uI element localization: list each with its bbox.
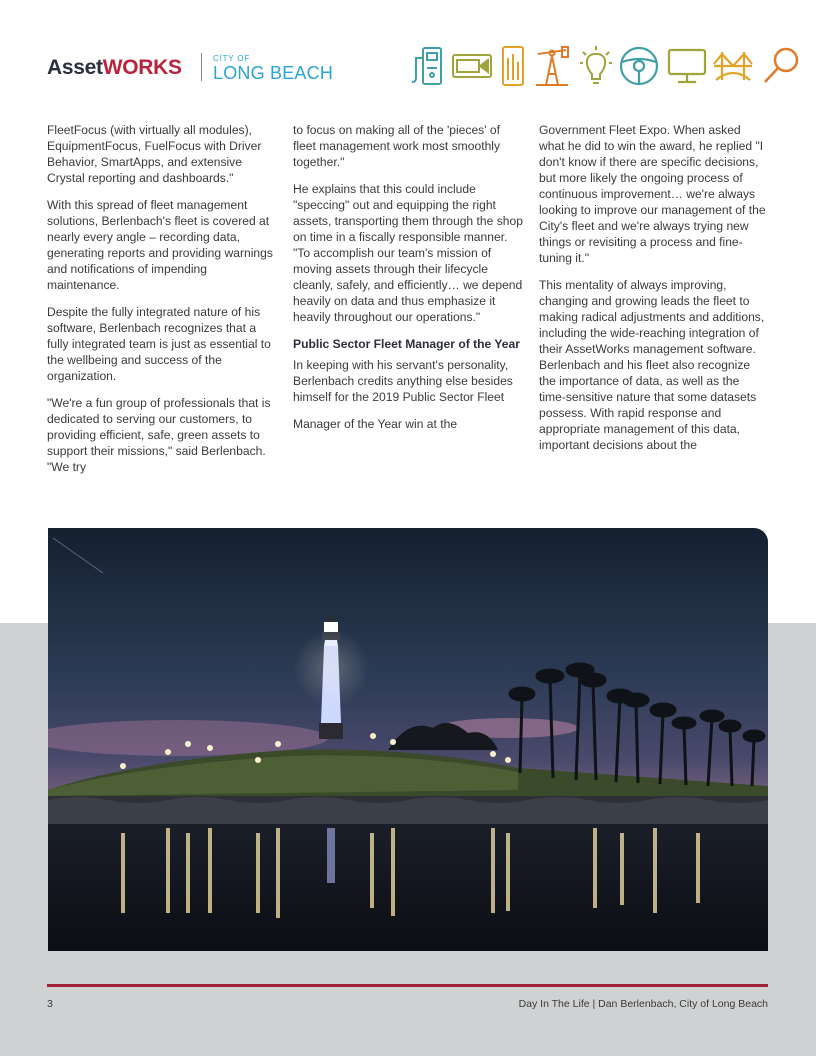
lighthouse-photo [48, 528, 768, 951]
paragraph: Despite the fully integrated nature of his software, Berlenbach recognizes that a fully integrated team is just as essential to the wellbeing and success of the organization. [47, 305, 271, 383]
fuel-pump-icon [406, 44, 446, 88]
paragraph: FleetFocus (with virtually all modules), EquipmentFocus, FuelFocus with Driver Behavior, SmartApps, and extensive Crystal reporting and dashboards." [47, 123, 262, 185]
text-column-1 [47, 122, 277, 486]
paragraph: "We're a fun group of professionals that is dedicated to serving our customers, to providing efficient, safe, green assets to support their missions," said Berlenbach. "We try [47, 396, 271, 474]
paragraph: This mentality of always improving, changing and growing leads the fleet to making radical adjustments and additions, including the wide-reaching integration of their AssetWorks management software. Berlenbach and his fleet also recognize the importance of data, as well as the time-sensitive nature that some datasets possess. With rapid response and appropriate management of this data, important decisions about the [539, 278, 765, 452]
paragraph: Manager of the Year win at the [293, 417, 458, 431]
section-subheading: Public Sector Fleet Manager of the Year [293, 337, 520, 351]
paragraph: to focus on making all of the 'pieces' of fleet management work most smoothly together." [293, 123, 501, 169]
lightbulb-icon [578, 44, 614, 88]
lighthouse-night-scene [48, 528, 768, 951]
text-column-3 [539, 122, 769, 464]
city-of-long-beach-logo [213, 54, 333, 83]
assetworks-logo: AssetWORKS [47, 56, 182, 79]
page-number: 3 [47, 998, 53, 1010]
footer-caption: Day In The Life | Dan Berlenbach, City of Long Beach [518, 998, 768, 1010]
building-icon [498, 44, 528, 88]
steering-wheel-icon [618, 44, 660, 88]
footer-rule [47, 984, 768, 987]
magnifier-icon [760, 44, 802, 88]
logo-city-big: LONG BEACH [213, 63, 334, 83]
bridge-icon [712, 44, 754, 88]
paragraph: In keeping with his servant's personality, Berlenbach credits anything else besides himself for the 2019 Public Sector Fleet [293, 358, 513, 404]
logo-divider [201, 53, 202, 81]
paragraph: Government Fleet Expo. When asked what he did to win the award, he replied "I don't know if there are specific decisions, but more likely the ongoing process of continuous improvement… we're always looking to improve our management of the City's fleet and we're always trying new things or revisiting a process and fine-tuning it." [539, 123, 766, 265]
paragraph: He explains that this could include "speccing" out and equipping the right assets, transporting them through the shop on time in a fiscally responsible manner. "To accomplish our team's mission of moving assets through their lifecycle cleanly, safely, and efficiently… we depend heavily on data and thus emphasize it heavily throughout our operations." [293, 182, 523, 324]
card-reader-icon [451, 44, 493, 88]
oil-derrick-icon [532, 44, 572, 88]
text-column-2 [293, 122, 523, 443]
logo-city-small: CITY OF [213, 54, 251, 63]
category-icon-row [404, 44, 804, 88]
monitor-icon [666, 44, 708, 88]
paragraph: With this spread of fleet management solutions, Berlenbach's fleet is covered at nearly every angle – recording data, generating reports and providing warnings and notifications of impending maintenance. [47, 198, 273, 292]
